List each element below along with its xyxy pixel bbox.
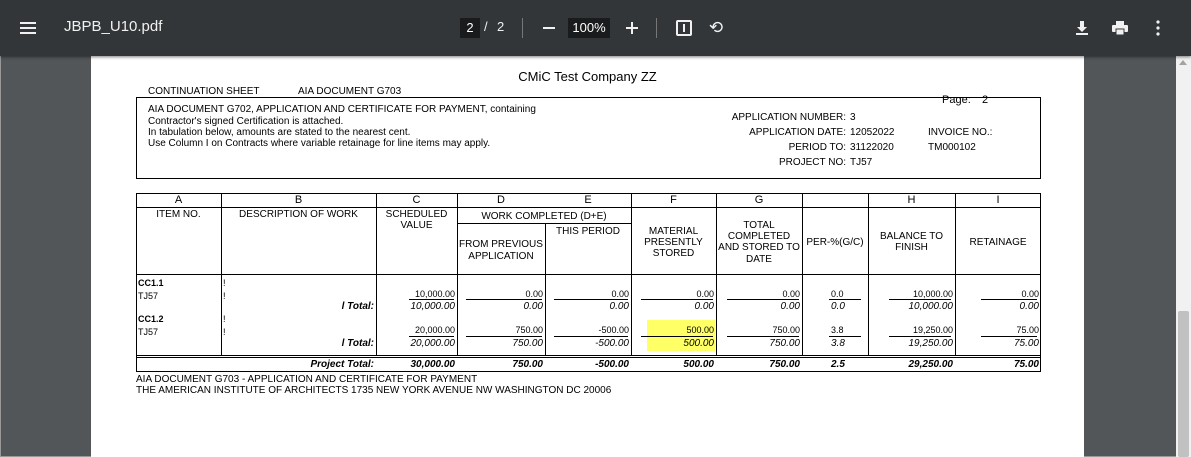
column-letter: F (670, 194, 677, 206)
total-completed-value: 750.00 (772, 325, 800, 335)
material-stored-value: 0.00 (696, 289, 714, 299)
zoom-out-button[interactable] (537, 16, 561, 40)
header-item-no: ITEM NO. (156, 209, 201, 220)
description-line: AIA DOCUMENT G702, APPLICATION AND CERTIFICATE FOR PAYMENT, containing (148, 104, 536, 115)
total-completed-value: 0.00 (782, 289, 800, 299)
scheduled-value: 20,000.00 (414, 325, 455, 335)
subtotal-rule (727, 299, 799, 300)
column-letter: I (996, 194, 1000, 206)
page-count: 2 (497, 19, 505, 34)
scroll-up-arrow-icon[interactable] (1179, 60, 1187, 65)
zoom-level-input[interactable]: 100% (568, 18, 610, 38)
project-total-rule (136, 355, 1041, 356)
column-letter: G (754, 194, 764, 206)
rotate-button[interactable] (704, 16, 728, 40)
document-title: JBPB_U10.pdf (64, 18, 163, 35)
subtotal-material-stored: 500.00 (683, 338, 714, 349)
description-line: Use Column I on Contracts where variable retainage for line items may apply. (148, 138, 491, 149)
subtotal-rule (409, 336, 454, 337)
rotate-icon: ⟲ (708, 18, 724, 37)
page-separator: / (484, 19, 488, 34)
subtotal-rule (409, 299, 454, 300)
header-from-previous: APPLICATION (468, 251, 534, 262)
plus-icon (626, 27, 638, 29)
more-vert-icon (1156, 20, 1160, 36)
menu-icon[interactable] (14, 14, 42, 42)
header-scheduled: VALUE (400, 220, 433, 231)
header-scheduled: SCHEDULED (385, 209, 448, 220)
pdf-page (91, 56, 1084, 457)
subtotal-rule (981, 336, 1037, 337)
print-button[interactable] (1108, 16, 1132, 40)
header-balance: BALANCE TO (880, 231, 943, 242)
column-letter: B (294, 194, 303, 206)
application-number: 3 (850, 112, 856, 123)
download-icon (1075, 20, 1089, 36)
period-to: 31122020 (850, 142, 894, 153)
footer-line: AIA DOCUMENT G703 - APPLICATION AND CERTIFICATE FOR PAYMENT (136, 374, 478, 385)
this-period-value: 0.00 (611, 289, 629, 299)
header-work-completed: WORK COMPLETED (D+E) (481, 211, 607, 222)
item-bar: ! (223, 314, 226, 324)
toolbar-divider (522, 18, 523, 38)
balance-value: 10,000.00 (912, 289, 953, 299)
subtotal-rule (829, 299, 861, 300)
subtotal-rule (554, 299, 628, 300)
company-name: CMiC Test Company ZZ (518, 69, 657, 84)
subtotal-this-period: 0.00 (609, 301, 629, 312)
subtotal-rule (889, 336, 951, 337)
retainage-value: 75.00 (1016, 325, 1039, 335)
column-letter: A (174, 194, 183, 206)
header-total: COMPLETED (727, 231, 791, 242)
fit-page-icon (676, 20, 692, 36)
vertical-scrollbar[interactable] (1176, 56, 1191, 457)
project-total-completed: 750.00 (769, 359, 800, 370)
subtotal-material-stored: 0.00 (694, 301, 714, 312)
project-total-scheduled: 30,000.00 (410, 359, 455, 370)
pdf-toolbar (0, 0, 1191, 56)
header-material: PRESENTLY (644, 237, 703, 248)
minus-icon (543, 27, 555, 29)
zoom-in-button[interactable] (620, 16, 644, 40)
project-total-retainage: 75.00 (1013, 359, 1039, 370)
subtotal-percent: 3.8 (831, 338, 845, 349)
table-rule (457, 223, 631, 224)
item-subbar: ! (223, 291, 226, 301)
subtotal-rule (554, 336, 628, 337)
subtotal-total-completed: 750.00 (769, 338, 800, 349)
subtotal-rule (466, 336, 542, 337)
document-label: AIA DOCUMENT G703 (298, 86, 402, 97)
project-total-rule (136, 357, 1041, 358)
subtotal-from-previous: 750.00 (512, 338, 543, 349)
description-line: Contractor's signed Certification is attached. (148, 116, 344, 127)
description-line: In tabulation below, amounts are stated to the nearest cent. (148, 127, 411, 138)
header-material: MATERIAL (648, 226, 699, 237)
from-previous-value: 0.00 (525, 289, 543, 299)
toolbar-divider (656, 18, 657, 38)
footer-line: THE AMERICAN INSTITUTE OF ARCHITECTS 1735 NEW YORK AVENUE NW WASHINGTON DC 20006 (136, 385, 612, 396)
item-code: CC1.2 (138, 314, 164, 324)
subtotal-rule (829, 336, 861, 337)
table-rule (136, 274, 1041, 275)
item-code: CC1.1 (138, 278, 164, 288)
project-total-label: Project Total: (310, 359, 374, 370)
balance-value: 19,250.00 (912, 325, 953, 335)
application-number-label: APPLICATION NUMBER: (731, 112, 846, 123)
subtotal-rule (641, 336, 713, 337)
project-total-from-previous: 750.00 (512, 359, 543, 370)
retainage-value: 0.00 (1021, 289, 1039, 299)
page-number-input[interactable]: 2 (460, 18, 480, 38)
column-letter: D (497, 194, 505, 206)
application-date: 12052022 (850, 127, 895, 138)
scrollbar-thumb[interactable] (1178, 311, 1189, 457)
print-icon (1112, 21, 1128, 36)
period-to-label: PERIOD TO: (788, 142, 846, 153)
header-balance: FINISH (895, 242, 928, 253)
header-total: AND STORED TO (718, 242, 800, 253)
item-subbar: ! (223, 327, 226, 337)
subtotal-from-previous: 0.00 (523, 301, 543, 312)
column-letter: H (907, 194, 916, 206)
header-from-previous: FROM PREVIOUS (459, 239, 543, 250)
download-button[interactable] (1070, 16, 1094, 40)
header-this-period: THIS PERIOD (556, 226, 620, 237)
table-rule (136, 207, 1041, 208)
project-total-percent: 2.5 (831, 359, 845, 370)
project-total-material-stored: 500.00 (683, 359, 714, 370)
subtotal-total-completed: 0.00 (780, 301, 800, 312)
subtotal-balance: 10,000.00 (908, 301, 953, 312)
item-subcode: TJ57 (138, 327, 159, 337)
subtotal-percent: 0.0 (831, 301, 845, 312)
subtotal-scheduled: 10,000.00 (410, 301, 455, 312)
subtotal-rule (981, 299, 1037, 300)
page-value: 2 (982, 94, 989, 106)
invoice-no-label: INVOICE NO.: (928, 127, 993, 138)
project-total-this-period: -500.00 (595, 359, 629, 370)
header-retainage: RETAINAGE (969, 237, 1027, 248)
scheduled-value: 10,000.00 (414, 289, 455, 299)
invoice-no: TM000102 (928, 142, 976, 153)
page-label: Page: (942, 94, 971, 106)
this-period-value: -500.00 (598, 325, 629, 335)
subtotal-label: l Total: (341, 338, 374, 349)
subtotal-rule (889, 299, 951, 300)
column-letter: C (412, 194, 421, 206)
subtotal-scheduled: 20,000.00 (410, 338, 455, 349)
subtotal-rule (727, 336, 799, 337)
column-divider (802, 193, 803, 355)
subtotal-this-period: -500.00 (595, 338, 629, 349)
header-total: TOTAL (743, 220, 775, 231)
application-date-label: APPLICATION DATE: (749, 127, 846, 138)
subtotal-rule (641, 299, 713, 300)
item-subcode: TJ57 (138, 291, 159, 301)
percent-value: 3.8 (831, 325, 844, 335)
from-previous-value: 750.00 (515, 325, 543, 335)
project-no: TJ57 (850, 157, 873, 168)
material-stored-value: 500.00 (686, 325, 714, 335)
subtotal-label: l Total: (341, 301, 374, 312)
more-options-button[interactable] (1146, 16, 1170, 40)
project-total-balance: 29,250.00 (908, 359, 953, 370)
percent-value: 0.0 (831, 289, 844, 299)
header-material: STORED (652, 248, 695, 259)
subtotal-retainage: 0.00 (1019, 301, 1039, 312)
fit-to-page-button[interactable] (672, 16, 696, 40)
continuation-sheet-label: CONTINUATION SHEET (148, 86, 260, 97)
subtotal-retainage: 75.00 (1013, 338, 1039, 349)
item-bar: ! (223, 278, 226, 288)
header-description: DESCRIPTION OF WORK (239, 209, 358, 220)
column-letter: E (584, 194, 592, 206)
project-no-label: PROJECT NO: (778, 157, 846, 168)
header-total: DATE (746, 254, 772, 265)
subtotal-balance: 19,250.00 (908, 338, 953, 349)
header-percent: PER-%(G/C) (806, 237, 864, 248)
subtotal-rule (466, 299, 542, 300)
